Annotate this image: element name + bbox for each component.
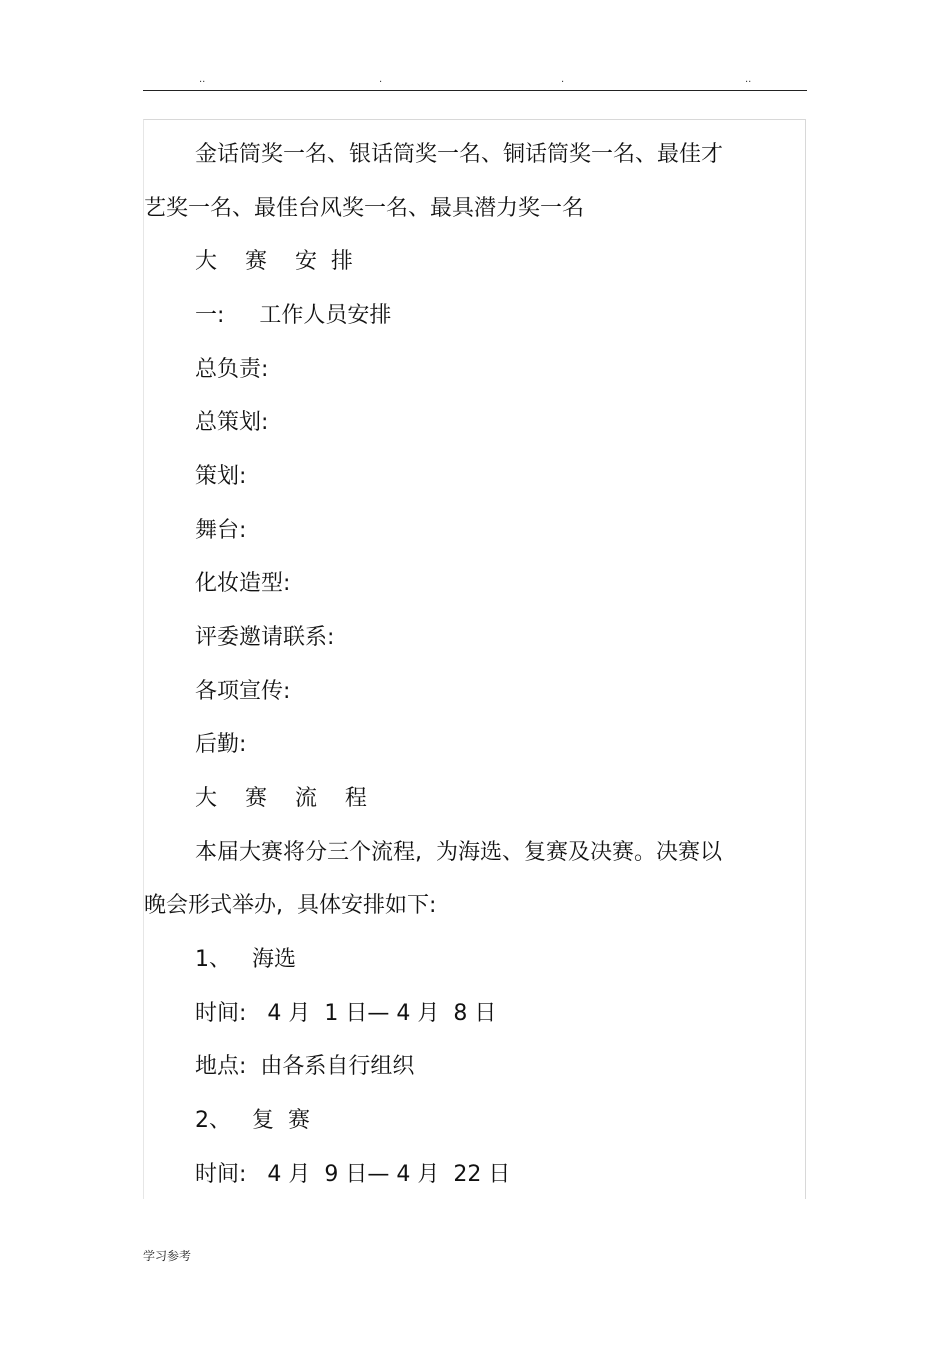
role-line: 总策划: [195,410,269,435]
paragraph-line: 晚会形式举办, 具体安排如下: [144,893,437,918]
header-mark: .. [199,74,206,85]
role-line: 舞台: [195,518,247,543]
role-line: 评委邀请联系: [195,625,335,650]
role-line: 化妆造型: [195,571,291,596]
header-mark: . [561,74,565,85]
section-heading: 大 赛 安 排 [195,249,353,274]
role-line: 总负责: [195,357,269,382]
role-line: 各项宣传: [195,679,291,704]
header-mark: . [379,74,383,85]
paragraph-line: 本届大赛将分三个流程, 为海选、复赛及决赛。决赛以 [195,840,722,865]
section-heading: 大 赛 流 程 [195,786,367,811]
role-line: 后勤: [195,732,247,757]
stage-heading: 2、 复 赛 [195,1108,310,1133]
paragraph-line: 艺奖一名、最佳台风奖一名、最具潜力奖一名 [144,196,585,221]
time-line: 时间: 4 月 1 日— 4 月 8 日 [195,1001,497,1026]
subsection-heading: 一: 工作人员安排 [195,303,392,328]
stage-heading: 1、 海选 [195,947,296,972]
header-rule [143,90,807,91]
location-line: 地点: 由各系自行组织 [195,1054,415,1079]
page-footer: 学习参考 [143,1249,192,1263]
page-header-marks [0,74,950,86]
content-frame [143,119,806,1199]
paragraph-line: 金话筒奖一名、银话筒奖一名、铜话筒奖一名、最佳才 [195,142,724,167]
role-line: 策划: [195,464,247,489]
time-line: 时间: 4 月 9 日— 4 月 22 日 [195,1162,511,1187]
header-mark: .. [745,74,752,85]
